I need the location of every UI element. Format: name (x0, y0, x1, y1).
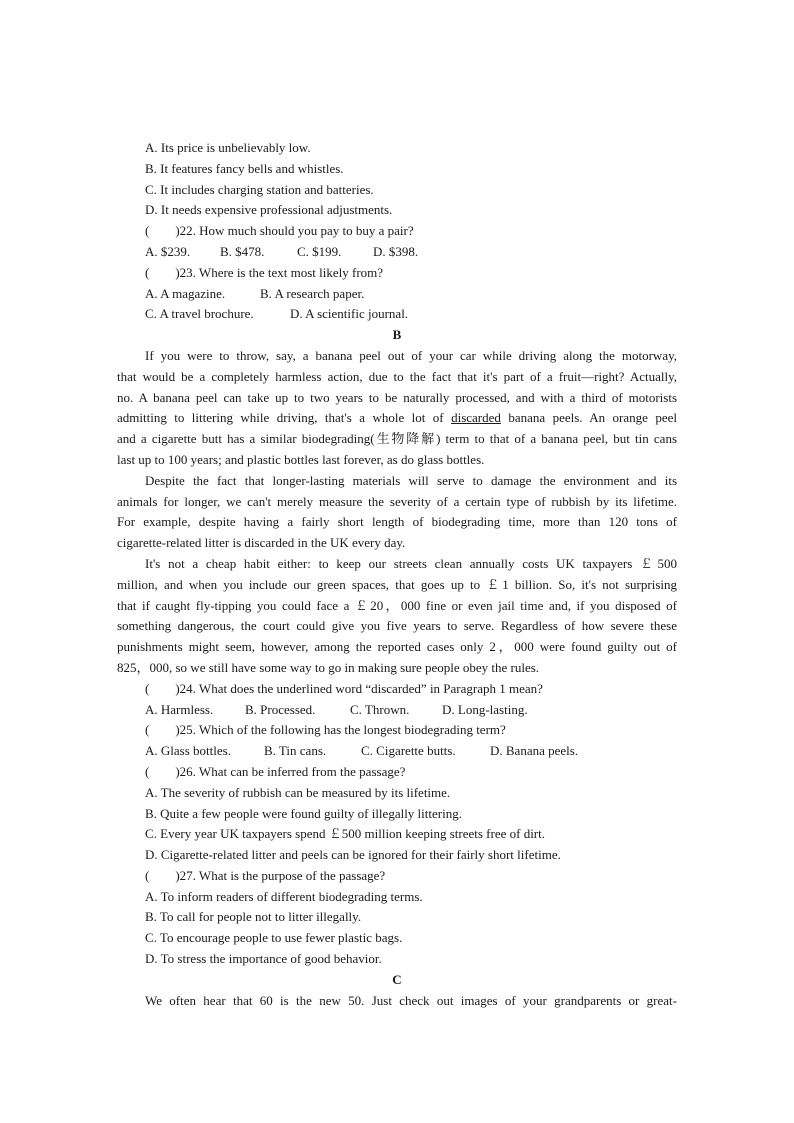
question-27-stem: ( )27. What is the purpose of the passage? (145, 867, 386, 883)
option-26a: A. The severity of rubbish can be measured by its lifetime. (145, 784, 451, 800)
option-25c: C. Cigarette butts. (361, 743, 456, 759)
passage-b-p2-line: For example, despite having a fairly short length of biodegrading time, more than 120 tons of (117, 514, 677, 530)
question-26-stem: ( )26. What can be inferred from the passage? (145, 763, 406, 779)
option-24c: C. Thrown. (350, 701, 410, 717)
option-27a: A. To inform readers of different biodegrading terms. (145, 888, 423, 904)
option-27b: B. To call for people not to litter illegally. (145, 909, 362, 925)
passage-b-p3-line: million, and when you include our green spaces, that goes up to ￡1 billion. So, it's not surprising (117, 576, 677, 592)
option-24d: D. Long-lasting. (442, 701, 528, 717)
option-26c: C. Every year UK taxpayers spend ￡500 million keeping streets free of dirt. (145, 826, 545, 842)
question-25-options (117, 741, 677, 762)
question-23-options-row2 (117, 304, 677, 325)
passage-b-p2-line: cigarette-related litter is discarded in the UK every day. (117, 535, 406, 551)
question-23-options-row1 (117, 284, 677, 305)
option-23c: C. A travel brochure. (145, 306, 254, 322)
passage-b-p3-line: punishments might seem, however, among the reported cases only 2，000 were found guilty out of (117, 639, 677, 655)
option-21d: D. It needs expensive professional adjustments. (145, 202, 393, 218)
option-22b: B. $478. (220, 243, 265, 259)
passage-text: admitting to littering while driving, that's a whole lot of (117, 410, 444, 426)
option-22d: D. $398. (373, 243, 419, 259)
option-27d: D. To stress the importance of good behavior. (145, 951, 382, 967)
page-content (117, 138, 677, 1011)
passage-b-p2-line: Despite the fact that longer-lasting materials will serve to damage the environment and its (145, 472, 677, 488)
passage-b-p3-line: that if caught fly-tipping you could face a ￡20，000 fine or even jail time and, if you disposed of (117, 597, 677, 613)
option-26b: B. Quite a few people were found guilty of illegally littering. (145, 805, 462, 821)
option-25d: D. Banana peels. (490, 743, 579, 759)
option-23b: B. A research paper. (260, 285, 365, 301)
question-24-options (117, 700, 677, 721)
underlined-word-discarded: discarded (451, 410, 501, 426)
passage-b-p1-line: no. A banana peel can take up to two years to be naturally processed, and with a third of motorists (117, 389, 677, 405)
option-22c: C. $199. (297, 243, 342, 259)
option-21c: C. It includes charging station and batteries. (145, 181, 374, 197)
question-23-stem: ( )23. Where is the text most likely from? (145, 264, 384, 280)
passage-b-p3-line: 825，000, so we still have some way to go in making sure people obey the rules. (117, 659, 540, 675)
option-25a: A. Glass bottles. (145, 743, 231, 759)
option-25b: B. Tin cans. (264, 743, 327, 759)
passage-b-p3-line: something dangerous, the court could give you five years to serve. Regardless of how severe these (117, 618, 677, 634)
passage-b-p3-line: It's not a cheap habit either: to keep our streets clean annually costs UK taxpayers ￡500 (145, 555, 677, 571)
section-heading-c: C (392, 971, 402, 987)
option-21b: B. It features fancy bells and whistles. (145, 160, 344, 176)
question-25-stem: ( )25. Which of the following has the longest biodegrading term? (145, 722, 506, 738)
option-22a: A. $239. (145, 243, 191, 259)
passage-b-p1-line: last up to 100 years; and plastic bottles last forever, as do glass bottles. (117, 451, 485, 467)
question-22-stem: ( )22. How much should you pay to buy a pair? (145, 223, 414, 239)
passage-b-p1-line: and a cigarette butt has a similar biodegrading(生物降解) term to that of a banana peel, but tin cans (117, 431, 677, 447)
passage-c-p1-line: We often hear that 60 is the new 50. Just check out images of your grandparents or great- (145, 992, 677, 1008)
option-26d: D. Cigarette-related litter and peels can be ignored for their fairly short lifetime. (145, 847, 561, 863)
option-24b: B. Processed. (245, 701, 316, 717)
option-21a: A. Its price is unbelievably low. (145, 140, 311, 155)
passage-b-p1-line-with-underline (117, 408, 677, 429)
option-27c: C. To encourage people to use fewer plastic bags. (145, 930, 403, 946)
passage-b-p1-line: If you were to throw, say, a banana peel out of your car while driving along the motorway, (145, 347, 677, 363)
section-heading-b: B (392, 327, 402, 343)
question-24-stem: ( )24. What does the underlined word “discarded” in Paragraph 1 mean? (145, 680, 543, 696)
passage-text: banana peels. An orange peel (508, 410, 677, 426)
option-23d: D. A scientific journal. (290, 306, 409, 322)
option-24a: A. Harmless. (145, 701, 214, 717)
passage-b-p1-line: that would be a completely harmless action, due to the fact that it's part of a fruit—right? Actually, (117, 368, 677, 384)
question-22-options (117, 242, 677, 263)
option-23a: A. A magazine. (145, 285, 226, 301)
passage-b-p2-line: animals for longer, we can't merely measure the severity of a certain type of rubbish by its lifetime. (117, 493, 677, 509)
